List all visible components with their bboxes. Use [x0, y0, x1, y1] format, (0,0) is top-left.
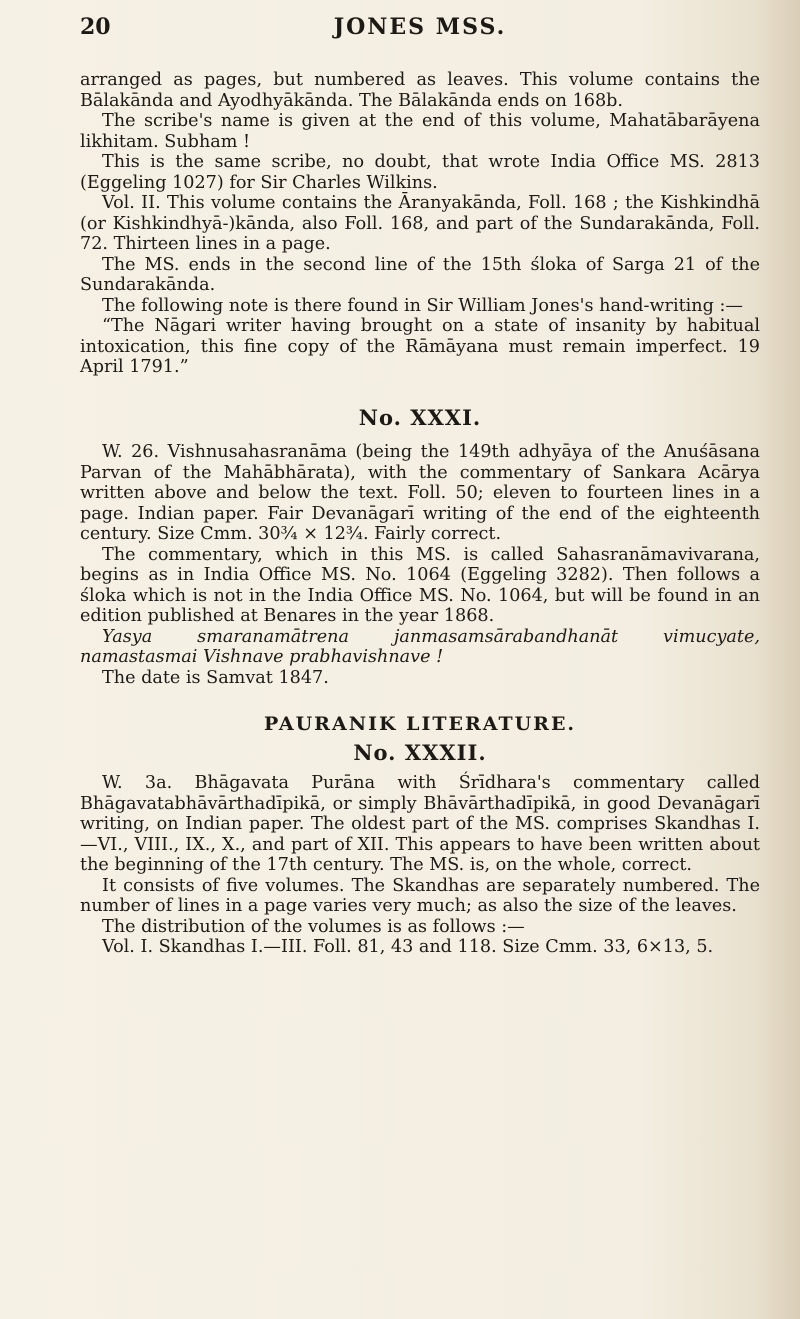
paragraph: It consists of five volumes. The Skandhas are separately numbered. The number of lines in a page varies very much; as also the size of the leaves.: [80, 875, 760, 916]
quotation: “The Nāgari writer having brought on a state of insanity by habitual intoxication, this fine copy of the Rāmāyana must remain imperfect. 19 April 1791.”: [80, 316, 760, 377]
body-text: [80, 70, 760, 958]
sloka-quote: Yasya smaranamātrena janmasamsārabandhanāt vimucyate, namastasmai Vishnave prabhavishnave !: [80, 626, 760, 667]
running-head: JONES MSS.: [333, 14, 507, 40]
section-heading: No. XXXII.: [353, 739, 487, 765]
paragraph: The MS. ends in the second line of the 15th śloka of Sarga 21 of the Sundarakānda.: [80, 254, 760, 295]
paragraph: W. 3a. Bhāgavata Purāna with Śrīdhara's commentary called Bhāgavatabhāvārthadīpikā, or simply Bhāvārthadīpikā, in good Devanāgarī writing, on Indian paper. The oldest part of the MS. comprises Skandhas I.—VI., VIII., IX., X., and part of XII. This appears to have been written about the beginning of the 17th century. The MS. is, on the whole, correct.: [80, 773, 760, 875]
paragraph: arranged as pages, but numbered as leaves. This volume contains the Bālakānda and Ayodhyākānda. The Bālakānda ends on 168b.: [80, 70, 760, 111]
paragraph: Vol. II. This volume contains the Āranyakānda, Foll. 168 ; the Kishkindhā (or Kishkindhyā-)kānda, also Foll. 168, and part of the Sundarakānda, Foll. 72. Thirteen lines in a page.: [80, 193, 760, 254]
paragraph: W. 26. Vishnusahasranāma (being the 149th adhyāya of the Anuśāsana Parvan of the Mahābhārata), with the commentary of Sankara Acārya written above and below the text. Foll. 50; eleven to fourteen lines in a page. Indian paper. Fair Devanāgarī writing of the end of the eighteenth century. Size Cmm. 30¾ × 12¾. Fairly correct.: [80, 442, 760, 544]
paragraph: The following note is there found in Sir William Jones's hand-writing :—: [102, 295, 744, 316]
paragraph: The date is Samvat 1847.: [102, 667, 329, 688]
page-header: [80, 14, 760, 54]
paragraph: The scribe's name is given at the end of this volume, Mahatābarāyena likhitam. Subham !: [80, 111, 760, 152]
section-heading: No. XXXI.: [358, 404, 482, 430]
paragraph: The distribution of the volumes is as follows :—: [102, 916, 525, 937]
page-number: 20: [80, 14, 111, 40]
paragraph: The commentary, which in this MS. is called Sahasranāmavivarana, begins as in India Office MS. No. 1064 (Eggeling 3282). Then follows a śloka which is not in the India Office MS. No. 1064, but will be found in an edition published at Benares in the year 1868.: [80, 544, 760, 626]
section-title: PAURANIK LITERATURE.: [263, 713, 577, 735]
paragraph: This is the same scribe, no doubt, that wrote India Office MS. 2813 (Eggeling 1027) for Sir Charles Wilkins.: [80, 152, 760, 193]
paragraph: Vol. I. Skandhas I.—III. Foll. 81, 43 and 118. Size Cmm. 33, 6×13, 5.: [102, 937, 714, 957]
